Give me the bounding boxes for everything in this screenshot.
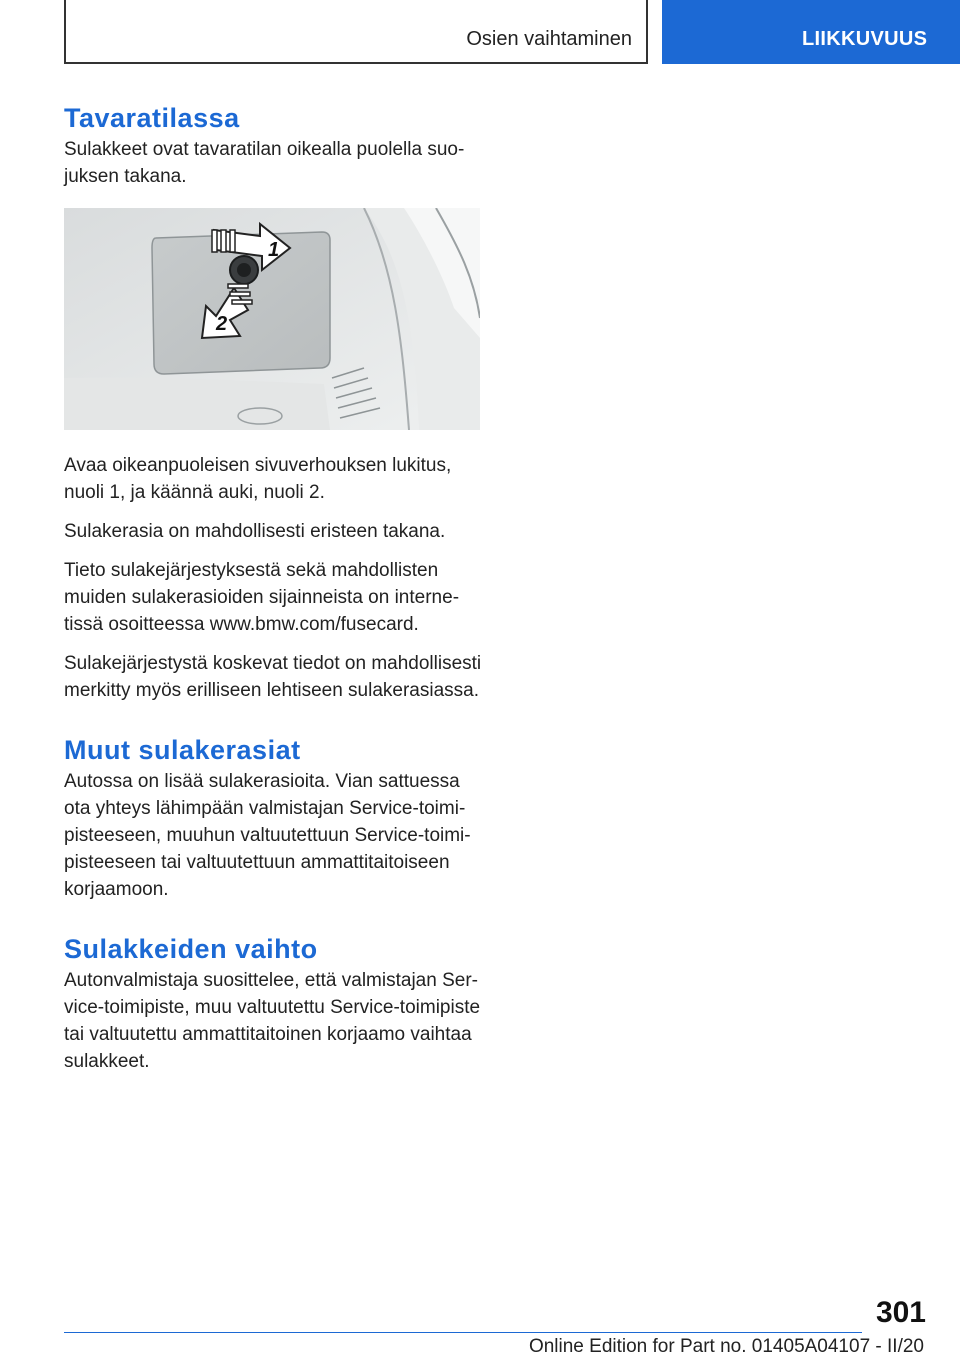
arrow-label-2: 2 (216, 313, 228, 335)
paragraph: Tieto sulakejärjestyksestä sekä mahdollisten muiden sulakerasioiden sijainneista on internetissä osoitteessa www.bmw.com/fusecard. (64, 560, 460, 635)
arrow-label-1: 1 (268, 239, 280, 261)
paragraph: Autonvalmistaja suosittelee, että valmistajan Service-toimipiste, muu valtuutettu Service-toimipiste tai valtuutettu ammattitaitoinen korjaamo vaihtaa sulakkeet. (64, 970, 481, 1072)
heading-muut-sulakerasiat: Muut sulakerasiat (64, 735, 301, 765)
paragraph: Avaa oikeanpuoleisen sivuverhouksen lukitus, nuoli 1, ja käännä auki, nuoli 2. (64, 455, 452, 503)
heading-tavaratilassa: Tavaratilassa (64, 103, 240, 133)
main-content (64, 100, 484, 1087)
header-section-box (64, 0, 648, 64)
edition-text: Online Edition for Part no. 01405A04107 - II/20 (528, 1336, 924, 1357)
fuse-box-illustration (64, 208, 480, 430)
chapter-tab[interactable] (662, 0, 960, 64)
paragraph: Sulakkeet ovat tavaratilan oikealla puolella suojuksen takana. (64, 139, 465, 187)
paragraph: Sulakerasia on mahdollisesti eristeen takana. (64, 521, 446, 542)
paragraph: Sulakejärjestystä koskevat tiedot on mahdollisesti merkitty myös erilliseen lehtiseen sulakerasiassa. (64, 653, 482, 701)
paragraph: Autossa on lisää sulakerasioita. Vian sattuessa ota yhteys lähimpään valmistajan Service-toimipisteeseen, muuhun valtuutettuun Service-toimipisteeseen tai valtuutettuun ammattitaitoiseen korjaamoon. (64, 771, 471, 900)
page-number: 301 (875, 1296, 926, 1329)
footer-divider (64, 1332, 862, 1333)
chapter-tab-label: LIIKKUVUUS (802, 28, 928, 50)
heading-sulakkeiden-vaihto: Sulakkeiden vaihto (64, 934, 318, 964)
section-title: Osien vaihtaminen (466, 28, 632, 50)
